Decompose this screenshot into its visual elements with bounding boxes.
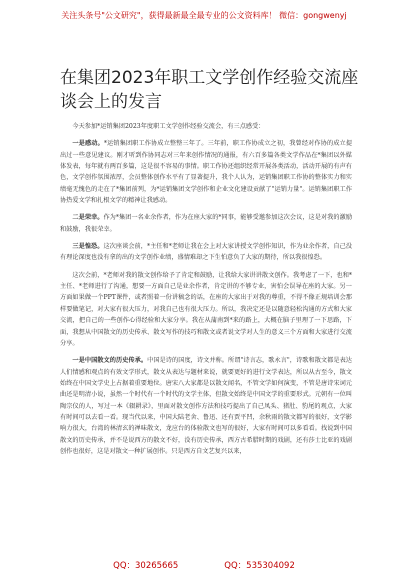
paragraph-huangkong [60,241,352,264]
paragraph-text: 作为*集团一名业余作者，作为在座大家的*同事，能够受邀参加这次会议，这是对我的激励和鼓励，我很荣幸。 [60,214,353,233]
paragraph-lead: 三是惶恐。 [72,243,104,251]
paragraph-text: *运销集团职工作协成立整整三年了。三年前，职工作协成立之初，我曾经对作协的成立提出过一些意见建议。刚才听到作协同志对三年来创作情况的通报，有六百多篇各类文学作品在*集团以外媒体发表，每年就有两百多篇，这是很不容易的事情。职工作协还组织经常开展各类活动，活动开展的有声有色，文学创作氛围浓厚，会员整体创作水平有了显著提升，我个人认为，运销集团职工作协的整体实力和实绩毫无愧色的走在了*集团前列，为*运销集团文学创作和企业文化建设贡献了"运销力量"。运销集团职工作协热爱文学和扎根文学的精神让我感动。 [60,140,353,205]
paragraph-history [60,355,352,457]
qq-contact-2: QQ：535304092 [224,561,295,571]
bottom-contact-banner [0,550,408,580]
paragraph-intro [60,121,352,132]
paragraph-gandong [60,138,352,206]
paragraph-text: 这次会前，*老师对我的散文创作给予了肯定和鼓励，让我给大家讲讲散文创作。我考虑了一下，也和*主任、*老师进行了沟通，想要一方面自己是业余作者，肯定讲的不够专业，害怕会误导在座的大家。另一方面如果做一个PPT课件，或者照着一份讲稿念的话，在座的大家出于对我的尊重，不得不像正规培训会那样要做笔记，对大家有很大压力，对我自己也有很大压力。所以，我决定还是以随意轻松沟通的方式和大家交流，把自己的一些创作心得经验和大家分享。我在从蒲南到*来的路上，大概在脑子里理了一下思路，下面，我想从中国散文的历史传承、散文写作的技巧和散文或者说文学对人生的意义三个方面和大家进行交流分享。 [60,271,352,347]
paragraph-text: 这次座谈会前，*主任和*老师让我在会上对大家讲授文学创作知识，作为业余作者，自己没有理论深度也没有拿的出的文学创作业绩，盛情难却之下生怕意负了大家的期待，所以我很惶恐。 [60,243,353,262]
paragraph-lead: 二是荣幸。 [72,214,104,222]
document-body [60,121,352,457]
top-promo-banner [0,0,408,30]
paragraph-rongxing [60,212,352,235]
paragraph-text: 中国是诗的国度，诗文并称。所谓"诗言志，歌永言"，诗歌和散文都是表达人们情感和观点的有效文学形式，散文从表达与题材来说，就要更好的进行文学表达，所以从古至今，散文始终在中国文学史上占据着重要地位。唐宋八大家都是以散文闻名，不管文学如何演变，不管是唐诗宋词元曲还是明清小说，虽然一个时代有一个时代的文学主体，但散文始终是中国文学的重要形式。元朝有一位叫陶宗仪的人，写过一本《辍耕录》，里面对散文创作方法和技巧提出了自己凤头、猪肚、豹尾的观点，大家有时间可以去看一看。现当代以来，中国大陆老舍、鲁迅、还有贾平凹，余秋雨的散文都写的很好，文学影响力很大，台湾的林清玄的禅味散文，龙应台的体验散文也写的很好，大家有时间可以多看看。找说到中国散文的历史传承，并不是说西方的散文不好，没有历史传承，西方古希腊时期的戏剧，还有莎士比亚的戏剧创作也很好，这是对散文一种扩展创作。只是西方自文艺复兴以来， [60,357,352,455]
paragraph-lead: 一是中国散文的历史传承。 [72,357,148,365]
paragraph-plan [60,270,352,349]
qq-contact-1: QQ：30265665 [113,561,179,571]
paragraph-lead: 一是感动。 [72,140,104,148]
document-title: 在集团2023年职工文学创作经验交流座谈会上的发言 [60,68,359,112]
top-banner-text: 关注头条号"公文研究"，获得最新最全最专业的公文资料库！ 微信：gongwenyj [61,10,347,20]
paragraph-text: 今天参加*运销集团2023年度职工文学创作经验交流会，有三点感受： [72,123,265,130]
